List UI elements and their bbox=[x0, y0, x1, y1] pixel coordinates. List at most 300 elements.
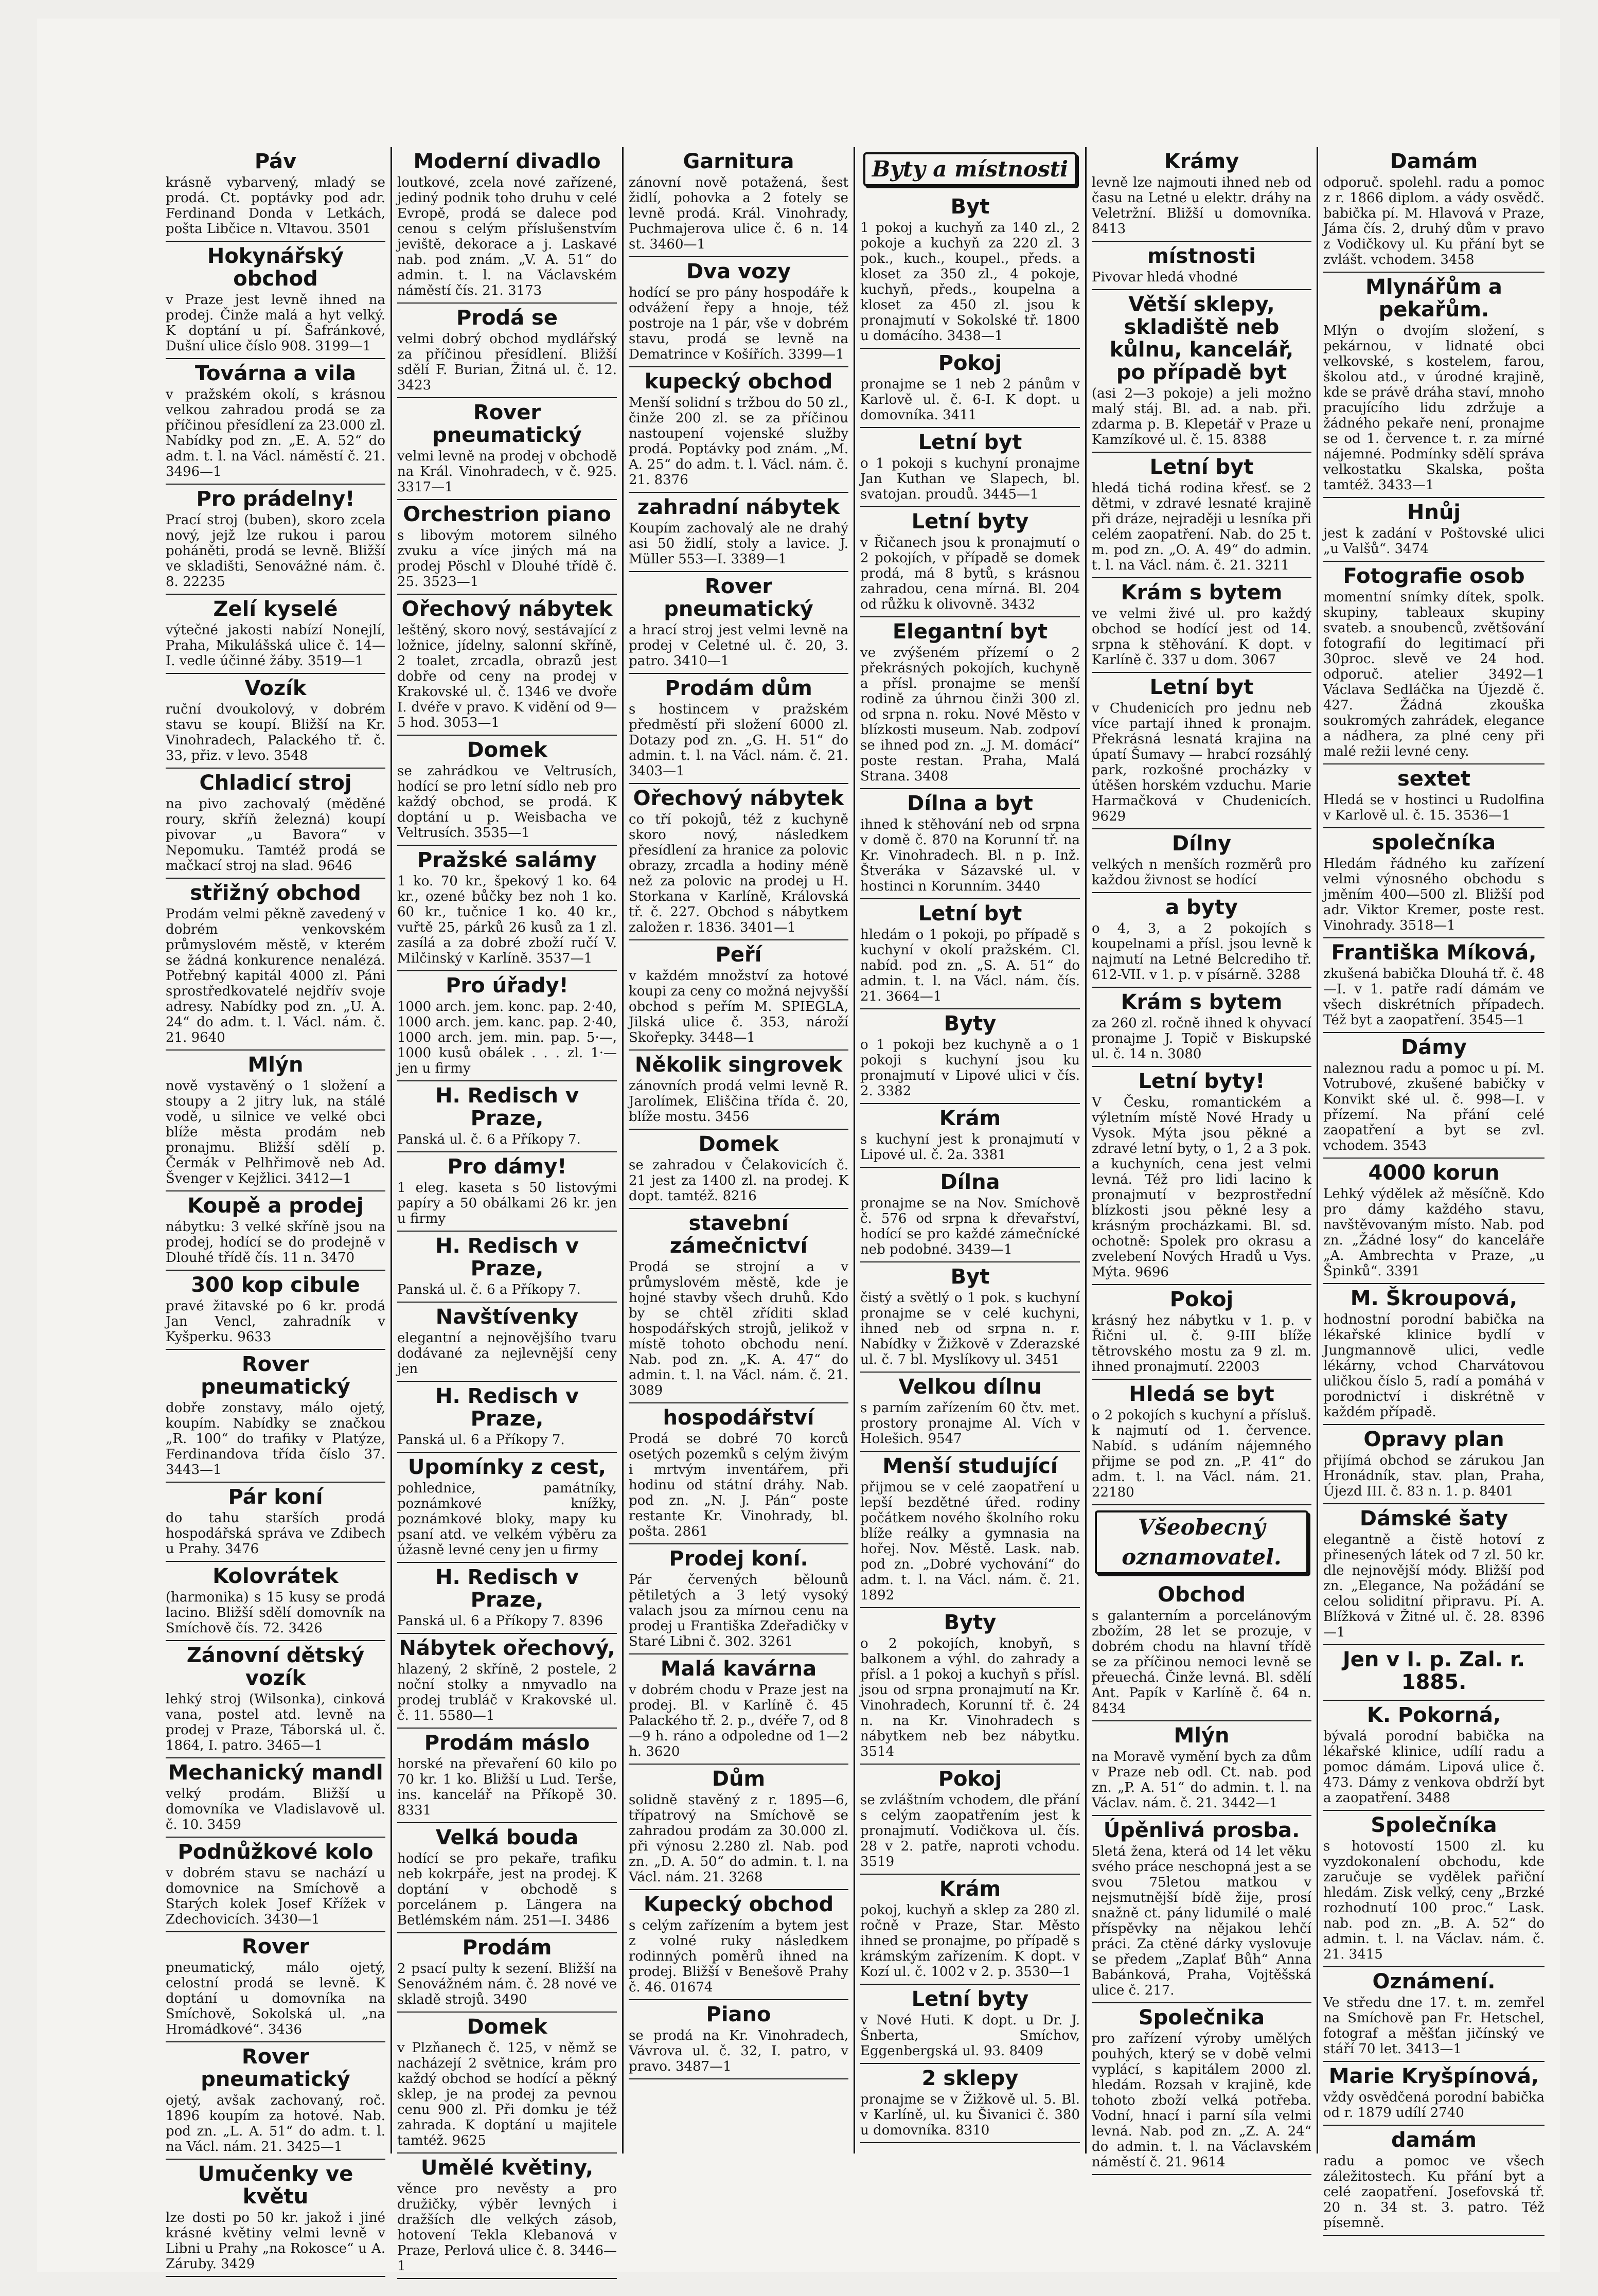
classified-ad bbox=[1323, 1033, 1544, 1159]
ad-heading: Dva vozy bbox=[686, 260, 791, 283]
ad-heading: Obchod bbox=[1158, 1583, 1246, 1607]
classified-ad bbox=[629, 1403, 848, 1544]
ad-column bbox=[161, 147, 392, 2272]
ad-heading: Mechanický mandl bbox=[168, 1761, 383, 1785]
ad-heading: Páv bbox=[254, 150, 297, 173]
classified-ad bbox=[629, 1890, 848, 2000]
ad-heading: Prodám máslo bbox=[424, 1731, 590, 1755]
classified-ad bbox=[860, 1168, 1080, 1262]
classified-ad bbox=[397, 1382, 617, 1453]
ad-body: krásný hez nábytku v 1. p. v Řični ul. č. 9-III blíže tětrovského mostu za 9 zl. m. ihned pronajmutí. 22003 bbox=[1092, 1313, 1311, 1375]
ad-heading: Zelí kyselé bbox=[213, 597, 338, 621]
ad-heading: 300 kop cibule bbox=[191, 1273, 360, 1297]
classified-ad bbox=[166, 242, 385, 359]
ad-heading: Peří bbox=[715, 943, 762, 967]
classified-ad bbox=[1092, 1067, 1311, 1285]
ad-heading: Domek bbox=[698, 1132, 779, 1156]
ad-heading: stavební zámečnictví bbox=[669, 1212, 808, 1258]
ad-body: vždy osvědčená porodní babička od r. 1879 udílí 2740 bbox=[1323, 2090, 1544, 2121]
ad-body: čistý a světlý o 1 pok. s kuchyní pronajme se v celé kuchyni, ihned neb od srpna n. r. Nabídky v Žižkově v Zderazské ul. č. 7 bl. Myslíkovy ul. 3451 bbox=[860, 1290, 1080, 1367]
ad-heading: H. Redisch v Praze, bbox=[435, 1384, 579, 1431]
classified-ad bbox=[1323, 498, 1544, 562]
classified-ad bbox=[1323, 1425, 1544, 1504]
ad-body: Lehký výdělek až měsíčně. Kdo pro dámy každého stavu, navštěvovaným místo. Nab. pod zn. „Žádné losy“ do kanceláře „A. Ambrechta v Praze, „u Špinků“. 3391 bbox=[1323, 1186, 1544, 1279]
ad-body: Prodá se dobré 70 korců osetých pozemků s celým živým i mrtvým inventářem, při hodinu od státní dráhy. Nab. pod zn. „N. J. Pán“ poste restante Kr. Vinohrady, bl. pošta. 2861 bbox=[629, 1431, 848, 1539]
classified-ad bbox=[629, 674, 848, 784]
classified-ad bbox=[397, 1823, 617, 1933]
classified-ad bbox=[397, 1729, 617, 1823]
ad-body: zkušená babička Dlouhá tř. č. 48—I. v 1. patře radí dámám ve všech diskrétních případech. Též byt a zaopatření. 3545—1 bbox=[1323, 966, 1544, 1028]
ad-heading: Úpěnlivá prosba. bbox=[1103, 1819, 1300, 1842]
classified-ad bbox=[629, 1654, 848, 1765]
ad-heading: Krám s bytem bbox=[1121, 581, 1283, 604]
ad-heading: Piano bbox=[706, 2003, 771, 2026]
classified-ad bbox=[166, 879, 385, 1051]
ad-heading: Dílna a byt bbox=[907, 792, 1033, 815]
ad-heading: sextet bbox=[1397, 767, 1471, 791]
classified-ad bbox=[1092, 1285, 1311, 1380]
ad-heading: Elegantní byt bbox=[892, 620, 1048, 644]
classified-ad bbox=[629, 1051, 848, 1130]
classified-ad bbox=[166, 2042, 385, 2160]
classified-ad bbox=[1092, 1380, 1311, 1505]
ad-heading: Rover bbox=[241, 1935, 310, 1959]
classified-ad bbox=[397, 398, 617, 500]
ad-body: v Řičanech jsou k pronajmutí o 2 pokojích, v případě se domek prodá, má 8 bytů, s krásnou zahradou, cena mírná. Bl. 204 od růžku k olivovně. 3432 bbox=[860, 535, 1080, 612]
ad-body: Pár červených bělounů pětiletých a 3 letý vysoký valach jsou za mírnou cenu na prodej u Františka Zdeřadičky v Staré Libni č. 302. 3261 bbox=[629, 1572, 848, 1649]
ad-heading: damám bbox=[1391, 2128, 1477, 2152]
classified-ad bbox=[860, 789, 1080, 899]
ad-body: pronajme se v Žižkově ul. 5. Bl. v Karlíně, ul. ku Šivanici č. 380 u domovníka. 8310 bbox=[860, 2092, 1080, 2138]
ad-heading: Pár koní bbox=[228, 1485, 323, 1509]
ad-heading: Dílny bbox=[1171, 832, 1232, 856]
classified-ad bbox=[166, 1350, 385, 1483]
ad-heading: Rover pneumatický bbox=[432, 401, 582, 447]
classified-ad bbox=[166, 1191, 385, 1271]
ad-heading: Krámy bbox=[1164, 150, 1239, 173]
ad-heading: H. Redisch v Praze, bbox=[435, 1565, 579, 1612]
classified-ad bbox=[1323, 1645, 1544, 1701]
classified-ad bbox=[397, 1453, 617, 1563]
ad-body: nábytku: 3 velké skříně jsou na prodej, hodící se do prodejně v Dlouhé třídě čís. 11 n. 3470 bbox=[166, 1219, 385, 1266]
classified-ad bbox=[1323, 147, 1544, 273]
ad-body: hodnostní porodní babička na lékařské klinice bydlí v Jungmannově ulici, vedle lékárny, vchod Charvátovou uličkou číslo 5, radí a pomáhá v porodnictví i diskrétně v každém případě. bbox=[1323, 1312, 1544, 1420]
classified-ad bbox=[166, 1562, 385, 1641]
classified-ad bbox=[1323, 2062, 1544, 2126]
ad-body: (asi 2—3 pokoje) a jeli možno malý stáj. Bl. ad. a nab. při. zdarma p. B. Klepetář v Praze u Kamzíkové ul. č. 15. 8388 bbox=[1092, 386, 1311, 448]
classified-ad bbox=[397, 971, 617, 1081]
ad-body: V Česku, romantickém a výletním místě Nové Hrady u Vysok. Mýta jsou pěkné a zdravé letní byty, o 1, 2 a 3 pok. a kuchyních, cena jest velmi levná. Též pro lidi lacino k pronajmutí v bezprostřední blízkosti jsou pěkné lesy a krásným procházkami. Bl. sd. ochotně: Spolek pro okrasu a zvelebení Nových Hradů u Vys. Mýta. 9696 bbox=[1092, 1095, 1311, 1280]
classified-ad bbox=[860, 899, 1080, 1009]
ad-heading: Krám bbox=[939, 1877, 1001, 1901]
classified-ad bbox=[397, 500, 617, 595]
ad-body: Panská ul. č. 6 a Příkopy 7. bbox=[397, 1282, 581, 1297]
ad-body: do tahu starších prodá hospodářská správa ve Zdibech u Prahy. 3476 bbox=[166, 1510, 385, 1557]
classified-ad bbox=[860, 1452, 1080, 1608]
ad-body: radu a pomoc ve všech záležitostech. Ku přání byt a celé zaopatření. Josefovská tř. 20 n. 34 st. 3. patro. Též písemně. bbox=[1323, 2153, 1544, 2231]
ad-body: 5letá žena, která od 14 let věku svého práce neschopná jest a se svou 75letou matkou v nejsmutnější bídě žije, prosí snažně ct. pány lidumilé o malé příspěvky na nějakou lehčí práci. Za ctěné dárky vyslovuje se předem „Zaplať Bůh“ Anna Babánková, Praha, Vojtěšská ulice č. 217. bbox=[1092, 1844, 1311, 1998]
ad-body: ve zvýšeném přízemí o 2 překrásných pokojích, kuchyně a přísl. pronajme se menší rodině za úhrnou činži 300 zl. od srpna n. roku. Nové Město v blízkosti museum. Nab. zodpoví se ihned pod zn. „J. M. domácí“ poste restan. Praha, Malá Strana. 3408 bbox=[860, 645, 1080, 784]
classified-ad bbox=[860, 1104, 1080, 1168]
ad-heading: Pro prádelny! bbox=[196, 487, 355, 511]
ad-heading: Letní byty bbox=[911, 510, 1029, 533]
ad-body: Panská ul. č. 6 a Příkopy 7. bbox=[397, 1132, 581, 1147]
classified-ad bbox=[1323, 273, 1544, 498]
ad-body: odporuč. spolehl. radu a pomoc z r. 1866 diplom. a vády osvědč. babička pí. M. Hlavová v Praze, Jáma čís. 2, druhý dům v pravo z Vodičkovy ul. Ku přání byt se zvlášt. vchodem. 3458 bbox=[1323, 175, 1544, 268]
ad-heading: Krám bbox=[939, 1107, 1001, 1130]
classified-ad bbox=[397, 1303, 617, 1382]
classified-ad bbox=[629, 257, 848, 367]
ad-heading: Pokoj bbox=[938, 351, 1002, 375]
classified-ad bbox=[166, 485, 385, 595]
ad-body: velkých n menších rozměrů pro každou živnost se hodící bbox=[1092, 857, 1311, 888]
ad-heading: Byty bbox=[944, 1012, 997, 1036]
ad-body: solidně stavěný z r. 1895—6, třípatrový na Smíchově se zahradou prodám za 30.000 zl. při výnosu 2.280 zl. Nab. pod zn. „D. A. 50“ do admin. t. l. na Václ. nám. 21. 3268 bbox=[629, 1792, 848, 1885]
ad-body: s celým zařízením a bytem jest z volné ruky následkem rodinných poměrů ihned na prodej. Bližší v Benešově Prahy č. 46. 01674 bbox=[629, 1918, 848, 1995]
classified-ad bbox=[1323, 764, 1544, 828]
ad-heading: Byt bbox=[950, 195, 990, 219]
ad-heading: Františka Míková, bbox=[1331, 941, 1537, 965]
ad-heading: Společníka bbox=[1371, 1813, 1497, 1837]
classified-ad bbox=[397, 304, 617, 398]
ad-heading: Pokoj bbox=[938, 1767, 1002, 1791]
classified-ad bbox=[629, 1130, 848, 1209]
ad-heading: Domek bbox=[467, 2015, 547, 2039]
ad-heading: hospodářství bbox=[663, 1406, 814, 1430]
ad-body: Pivovar hledá vhodné bbox=[1092, 270, 1238, 285]
ad-column bbox=[1318, 147, 1550, 2231]
classified-ad bbox=[397, 736, 617, 846]
ad-heading: Mlynářům a pekařům. bbox=[1365, 275, 1502, 322]
ad-body: naleznou radu a pomoc u pí. M. Votrubové, zkušené babičky v Konvikt ské ul. č. 998—I. v přízemí. Na přání celé zaopatření a byt se zvl. vchodem. 3543 bbox=[1323, 1061, 1544, 1153]
classified-ad bbox=[166, 1483, 385, 1562]
ad-body: dobře zonstavy, málo ojetý, koupím. Nabídky se značkou „R. 100“ do trafiky v Platýze, Ferdinandova třída číslo 37. 3443—1 bbox=[166, 1400, 385, 1478]
ad-body: pronajme se 1 neb 2 pánům v Karlově ul. č. 6-I. K dopt. u domovníka. 3411 bbox=[860, 377, 1080, 423]
classified-ad bbox=[860, 428, 1080, 507]
ad-body: co tří pokojů, též z kuchyně skoro nový, následkem přesídlení za hranice za polovic obrazy, zrcadla a hodiny méně než za polovic na prodej u H. Storkana v Karlíně, Královská tř. č. 227. Obchod s nábytkem založen r. 1836. 3401—1 bbox=[629, 812, 848, 935]
classified-ad bbox=[860, 617, 1080, 789]
classified-ad bbox=[1092, 673, 1311, 829]
classified-ad bbox=[1092, 988, 1311, 1067]
ad-body: přijmou se v celé zaopatření u lepší bezdětné úřed. rodiny počátkem nového školního roku blíže reálky a gymnasia na hořej. Nov. Městě. Lask. nab. pod zn. „Dobré vychování“ do adm. t. l. na Václ. nám. č. 21. 1892 bbox=[860, 1480, 1080, 1603]
ad-heading: společníka bbox=[1372, 831, 1496, 855]
ad-body: ojetý, avšak zachovaný, roč. 1896 koupím za hotové. Nab. pod zn. „L. A. 51“ do adm. t. l. na Václ. nám. 21. 3425—1 bbox=[166, 2093, 385, 2155]
ad-heading: Ořechový nábytek bbox=[401, 597, 613, 621]
ad-body: v každém množství za hotové koupi za ceny co možná nejvyšší obchod s peřím M. SPIEGLA, Jilská ulice č. 353, nároží Skořepky. 3448—1 bbox=[629, 968, 848, 1045]
classified-ad bbox=[629, 1765, 848, 1890]
classified-ad bbox=[860, 1262, 1080, 1373]
ad-heading: Fotografie osob bbox=[1343, 564, 1525, 588]
classified-ad bbox=[1092, 453, 1311, 578]
classified-ad bbox=[166, 1758, 385, 1838]
ad-heading: místnosti bbox=[1147, 244, 1256, 268]
ad-heading: Domek bbox=[467, 738, 547, 762]
classified-ad bbox=[629, 940, 848, 1051]
classified-ad bbox=[397, 595, 617, 736]
ad-heading: Prodej koní. bbox=[669, 1547, 808, 1571]
classified-ad bbox=[397, 1563, 617, 1634]
classified-ad bbox=[1323, 2126, 1544, 2236]
ad-heading: Prodám bbox=[462, 1936, 552, 1960]
classified-ad bbox=[397, 1933, 617, 2013]
ad-body: s parním zařízením 60 čtv. met. prostory pronajme Al. Vích v Holešich. 9547 bbox=[860, 1400, 1080, 1447]
ad-body: Menší solidní s tržbou do 50 zl., činže 200 zl. se za příčinou nastoupení vojenské služby prodá. Poptávky pod znám. „M. A. 25“ do adm. t. l. Václ. nám. č. 21. 8376 bbox=[629, 395, 848, 488]
classified-ad bbox=[166, 1641, 385, 1758]
newspaper-sheet bbox=[37, 19, 1560, 2272]
ad-body: v dobrém stavu se nachází u domovnice na Smíchově a Starých kolek Josef Křížek v Zdechovicích. 3430—1 bbox=[166, 1865, 385, 1927]
ad-body: o 1 pokoji s kuchyní pronajme Jan Kuthan ve Slapech, bl. svatojan. proudů. 3445—1 bbox=[860, 456, 1080, 502]
ad-body: se zahradou v Čelakovicích č. 21 jest za 1400 zl. na prodej. K dopt. tamtéž. 8216 bbox=[629, 1158, 848, 1204]
ad-heading: Chladicí stroj bbox=[199, 771, 352, 795]
classified-ads-page bbox=[161, 147, 1550, 2274]
classified-ad bbox=[166, 1051, 385, 1191]
ad-heading: Zánovní dětský vozík bbox=[186, 1644, 365, 1690]
classified-ad bbox=[1323, 1504, 1544, 1645]
classified-ad bbox=[1092, 147, 1311, 242]
classified-ad bbox=[860, 1985, 1080, 2064]
ad-heading: Prodá se bbox=[456, 306, 558, 330]
classified-ad bbox=[166, 1932, 385, 2042]
ad-heading: Hokynářský obchod bbox=[207, 244, 344, 291]
ad-heading: H. Redisch v Praze, bbox=[435, 1084, 579, 1130]
ad-heading: Podnůžkové kolo bbox=[177, 1840, 374, 1864]
ad-body: Mlýn o dvojím složení, s pekárnou, v lidnaté obci velkovské, s kostelem, farou, školou atd., v úrodné krajině, kde se právě dráha staví, mnoho pracujícího lidu zdržuje a žádného pekaře není, pronajme se od 1. července t. r. za mírné nájemné. Podmínky sdělí správa velkostatku Skalska, pošta tamtéž. 3433—1 bbox=[1323, 323, 1544, 493]
classified-ad bbox=[1092, 578, 1311, 673]
ad-heading: Byt bbox=[950, 1265, 990, 1289]
ad-body: hlazený, 2 skříně, 2 postele, 2 noční stolky a nmyvadlo na prodej trubláč v Krakovské ul. č. 11. 5580—1 bbox=[397, 1662, 617, 1723]
ad-body: levně lze najmouti ihned neb od času na Letné u elektr. dráhy na Veletržní. Bližší u domovníka. 8413 bbox=[1092, 175, 1311, 237]
ad-body: velmi dobrý obchod mydlářský za příčinou přesídlení. Bližší sdělí F. Burian, Žitná ul. č. 12. 3423 bbox=[397, 331, 617, 393]
ad-heading: Malá kavárna bbox=[660, 1657, 817, 1681]
ad-heading: 2 sklepy bbox=[921, 2067, 1019, 2090]
classified-ad bbox=[397, 1152, 617, 1232]
classified-ad bbox=[629, 1544, 848, 1654]
ad-body: nově vystavěný o 1 složení a stoupy a 2 jitry luk, na stálé vodě, u silnice ve velké obci blíže města prodám neb pronajmu. Bližší sdělí p. Čermák v Pelhřimově neb Ad. Švenger v Kejžlici. 3412—1 bbox=[166, 1078, 385, 1186]
classified-ad bbox=[860, 349, 1080, 428]
ad-heading: Nábytek ořechový, bbox=[399, 1636, 615, 1660]
ad-body: o 2 pokojích s kuchyní a přísluš. k najmutí od 1. července. Nabíd. s udáním nájemného přijme se pod zn. „P. 41“ do adm. t. l. na Václ. nám. 21. 22180 bbox=[1092, 1408, 1311, 1500]
ad-body: lze dosti po 50 kr. jakož i jiné krásné květiny velmi levně v Libni u Prahy „na Rokosce“ u A. Záruby. 3429 bbox=[166, 2210, 385, 2272]
ad-body: leštěný, skoro nový, sestávající z ložnice, jídelny, salonní skříně, 2 toalet, zrcadla, obrazů jest dobře od ceny na prodej v Krakovské ul. č. 1346 ve dvoře I. dvéře v pravo. K vidění od 9—5 hod. 3053—1 bbox=[397, 622, 617, 731]
classified-ad bbox=[1092, 1816, 1311, 2003]
ad-body: výtečné jakosti nabízí Nonejlí, Praha, Mikulášská ulice č. 14—I. vedle účinné žáby. 3519—1 bbox=[166, 622, 385, 669]
classified-ad bbox=[397, 2153, 617, 2279]
ad-body: momentní snímky dítek, spolk. skupiny, tableaux skupiny svateb. a snoubenců, zvětšování fotografií do legitimací při 30proc. slevě ve 24 hod. odporuč. atelier 3492—1 Václava Sedláčka na Újezdě č. 427. Žádná zkouška soukromých zahrádek, elegance a nádhera, za plné ceny při malé režii levné ceny. bbox=[1323, 590, 1544, 759]
ad-body: Prodá se strojní a v průmyslovém městě, kde je hojné stavby všech druhů. Kdo by se chtěl zříditi sklad hospodářských strojů, jelikož v místě tohoto obchodu není. Nab. pod zn. „K. A. 47“ do admin. t. l. na Václ. nám. č. 21. 3089 bbox=[629, 1259, 848, 1398]
ad-body: s hostincem v pražském předměstí při složení 6000 zl. Dotazy pod zn. „G. H. 51“ do admin. t. l. na Václ. nám. č. 21. 3403—1 bbox=[629, 702, 848, 779]
ad-heading: Rover pneumatický bbox=[201, 1352, 350, 1399]
ad-body: a hrací stroj jest velmi levně na prodej v Celetné ul. č. 20, 3. patro. 3410—1 bbox=[629, 622, 848, 669]
classified-ad bbox=[860, 1009, 1080, 1104]
classified-ad bbox=[629, 784, 848, 940]
ad-body: v Nové Huti. K dopt. u Dr. J. Šnberta, Smíchov, Eggenbergská ul. 93. 8409 bbox=[860, 2013, 1080, 2059]
ad-heading: Ořechový nábytek bbox=[633, 787, 844, 810]
ad-heading: Damám bbox=[1390, 150, 1478, 173]
ad-heading: Pro dámy! bbox=[447, 1155, 567, 1179]
ad-heading: Navštívenky bbox=[435, 1305, 579, 1329]
ad-heading: Hledá se byt bbox=[1129, 1382, 1274, 1406]
classified-ad bbox=[629, 367, 848, 493]
ad-body: Prací stroj (buben), skoro zcela nový, jejž lze rukou i parou poháněti, prodá se levně. Bližší ve skladišti, Senovážné nám. č. 8. 22235 bbox=[166, 512, 385, 590]
ad-body: Hledám řádného ku zařízení velmi výnosného obchodu s jměním 400—500 zl. Bližší pod adr. Viktor Kremer, poste rest. Vinohrady. 3518—1 bbox=[1323, 856, 1544, 933]
classified-ad bbox=[860, 1608, 1080, 1765]
ad-heading: kupecký obchod bbox=[644, 370, 833, 394]
ad-body: pronajme se na Nov. Smíchově č. 576 od srpna k dřevařství, hodící se pro každé zámečnícké neb podobné. 3439—1 bbox=[860, 1196, 1080, 1257]
ad-body: s kuchyní jest k pronajmutí v Lipové ul. č. 2a. 3381 bbox=[860, 1132, 1080, 1163]
ad-body: pneumatický, málo ojetý, celostní prodá se levně. K doptání u domovníka na Smíchově, Sokolská ul. „na Hromádkové“. 3436 bbox=[166, 1960, 385, 2037]
classified-ad bbox=[860, 507, 1080, 617]
ad-body: lehký stroj (Wilsonka), cinková vana, postel atd. levně na prodej v Praze, Táborská ul. č. 1864, I. patro. 3465—1 bbox=[166, 1692, 385, 1753]
classified-ad bbox=[629, 2000, 848, 2079]
classified-ad bbox=[860, 1373, 1080, 1452]
ad-heading: Moderní divadlo bbox=[413, 150, 601, 173]
classified-ad bbox=[166, 359, 385, 485]
ad-body: loutkové, zcela nové zařízené, jediný podnik toho druhu v celé Evropě, prodá se dalece pod cenou s celým příslušenstvím jeviště, dekorace a j. Laskavé nab. pod znám. „V. A. 51“ do admin. t. l. na Václavském náměstí čís. 21. 3173 bbox=[397, 175, 617, 298]
ad-body: ihned k stěhování neb od srpna v domě č. 870 na Korunní tř. na Kr. Vinohradech. Bl. n p. Inž. Štveráka v Sázavské ul. v hostinci n Korunním. 3440 bbox=[860, 817, 1080, 894]
ad-heading: Letní byty! bbox=[1138, 1070, 1265, 1093]
classified-ad bbox=[166, 595, 385, 674]
ad-heading: Marie Kryšpínová, bbox=[1328, 2064, 1539, 2088]
classified-ad bbox=[166, 769, 385, 879]
ad-column bbox=[392, 147, 624, 2274]
ad-heading: Rover pneumatický bbox=[201, 2045, 350, 2091]
ad-heading: H. Redisch v Praze, bbox=[435, 1234, 579, 1280]
ad-heading: Jen v I. p. Zal. r. 1885. bbox=[1342, 1648, 1525, 1694]
ad-body: v Praze jest levně ihned na prodej. Činže malá a hyt velký. K doptání u pí. Šafránkové, Dušní ulice číslo 908. 3199—1 bbox=[166, 292, 385, 354]
ad-heading: Garnitura bbox=[683, 150, 794, 173]
classified-ad bbox=[629, 1209, 848, 1403]
ad-heading: zahradní nábytek bbox=[637, 495, 840, 519]
ad-body: Prodám velmi pěkně zavedený v dobrém venkovském průmyslovém městě, v kterém se žádná konkurence nenalézá. Potřebný kapitál 4000 zl. Páni sprostředkovatelé nejdřív svoje adresy. Nabídky pod zn. „U. A. 24“ do adm. t. l. Václ. nám. č. 21. 9640 bbox=[166, 906, 385, 1045]
ad-body: o 1 pokoji bez kuchyně a o 1 pokoji s kuchyní jsou ku pronajmutí v Lipové ulici v čís. 2. 3382 bbox=[860, 1037, 1080, 1099]
classified-ad bbox=[1323, 562, 1544, 764]
ad-body: hledám o 1 pokoji, po případě s kuchyní v okolí pražském. Cl. nabíd. pod zn. „S. A. 51“ do admin. t. l. na Václ. nám. čís. 21. 3664—1 bbox=[860, 927, 1080, 1004]
classified-ad bbox=[1323, 1967, 1544, 2062]
classified-ad bbox=[629, 493, 848, 572]
classified-ad bbox=[1092, 893, 1311, 988]
ad-heading: Prodám dům bbox=[665, 677, 812, 700]
ad-heading: Rover pneumatický bbox=[664, 575, 813, 621]
ad-body: v pražském okolí, s krásnou velkou zahradou prodá se za příčinou přesídlení za 23.000 zl. Nabídky pod zn. „E. A. 52“ do adm. t. l. na Václ. náměstí č. 21. 3496—1 bbox=[166, 387, 385, 479]
ad-body: jest k zadání v Poštovské ulici „u Valšů“. 3474 bbox=[1323, 526, 1544, 557]
ad-heading: střižný obchod bbox=[190, 881, 361, 905]
ad-body: (harmonika) s 15 kusy se prodá lacino. Bližší sdělí domovník na Smíchově čís. 72. 3426 bbox=[166, 1590, 385, 1636]
ad-body: horské na převaření 60 kilo po 70 kr. 1 ko. Bližší u Lud. Terše, ins. kancelář na Příkopě 30. 8331 bbox=[397, 1756, 617, 1818]
ad-body: Ve středu dne 17. t. m. zemřel na Smíchově pan Fr. Hetschel, fotograf a měšťan jičínský ve stáří 70 let. 3413—1 bbox=[1323, 1995, 1544, 2057]
ad-body: s galanterním a porcelánovým zbožím, 28 let se prozuje, v dobrém chodu na hlavní třídě se za příčinou nemoci levně se přeuechá. Činže levná. Bl. sdělí Ant. Papík v Karlíně č. 64 n. 8434 bbox=[1092, 1608, 1311, 1716]
ad-body: velmi levně na prodej v obchodě na Král. Vinohradech, v č. 925. 3317—1 bbox=[397, 449, 617, 495]
ad-body: přijímá obchod se zárukou Jan Hronádník, stav. plan, Praha, Újezd III. č. 83 n. 1. p. 8401 bbox=[1323, 1453, 1544, 1499]
ad-heading: Dámské šaty bbox=[1359, 1507, 1508, 1530]
ad-body: o 2 pokojích, knobyň, s balkonem a výhl. do zahrady a přísl. a 1 pokoj a kuchyň s přísl. jsou od srpna pronajmutí na Kr. Vinohradech, Korunní tř. č. 24 n. na Kr. Vinohradech s nábytkem neb bez nábytku. 3514 bbox=[860, 1636, 1080, 1759]
classified-ad bbox=[1323, 828, 1544, 938]
classified-ad bbox=[1092, 290, 1311, 453]
ad-heading: Společnika bbox=[1138, 2006, 1265, 2030]
ad-heading: Dílna bbox=[940, 1170, 1000, 1194]
ad-column bbox=[1087, 147, 1318, 2170]
classified-ad bbox=[1092, 2003, 1311, 2175]
ad-heading: Umělé květiny, bbox=[420, 2156, 594, 2180]
ad-body: zánovní nově potažená, šest židlí, pohovka a 2 fotely se levně prodá. Král. Vinohrady, Puchmajerova ulice č. 6 n. 14 st. 3460—1 bbox=[629, 175, 848, 252]
classified-ad bbox=[1323, 1701, 1544, 1811]
ad-heading: Orchestrion piano bbox=[403, 503, 611, 526]
ad-heading: Mlýn bbox=[247, 1053, 304, 1077]
classified-ad bbox=[1092, 242, 1311, 290]
ad-body: na pivo zachovalý (měděné roury, skříň železná) koupí pivovar „u Bavora“ v Nepomuku. Tamtéž prodá se mačkací stroj na slad. 9646 bbox=[166, 796, 385, 874]
ad-body: hledá tichá rodina křesť. se 2 dětmi, v zdravé lesnaté krajině při dráze, nejraději u lesníka při celém zaopatření. Nab. do 25 t. m. pod zn. „O. A. 49“ do admin. t. l. na Václ. nám. č. 21. 3211 bbox=[1092, 480, 1311, 573]
ad-heading: Několik singrovek bbox=[634, 1053, 843, 1077]
classified-ad bbox=[166, 147, 385, 242]
classified-ad bbox=[1092, 1721, 1311, 1816]
classified-ad bbox=[860, 192, 1080, 349]
ad-heading: Pokoj bbox=[1169, 1288, 1234, 1311]
ad-body: pro zařízení výroby umělých pouhých, který se v době velmi vyplácí, s kapitálem 2000 zl. hledám. Rozsah v krajině, kde tohoto zboží velká potřeba. Vodní, hnací i parní síla velmi levná. Nab. pod zn. „Z. A. 24“ do admin. t. l. na Václavském náměstí č. 21. 9614 bbox=[1092, 2031, 1311, 2170]
classified-ad bbox=[166, 1271, 385, 1350]
classified-ad bbox=[860, 2064, 1080, 2143]
ad-body: ruční dvoukolový, v dobrém stavu se koupí. Bližší na Kr. Vinohradech, Palackého tř. č. 33, přiz. v levo. 3548 bbox=[166, 702, 385, 763]
ad-body: v dobrém chodu v Praze jest na prodej. Bl. v Karlíně č. 45 Palackého tř. 2. p., dvéře 7, od 8—9 h. ráno a odpoledne od 1—2 h. 3620 bbox=[629, 1682, 848, 1759]
ad-heading: Pro úřady! bbox=[446, 974, 569, 998]
ad-body: se zvláštním vchodem, dle přání s celým zaopatřením jest k pronajmutí. Vodičkova ul. čís. 28 v 2. patře, naproti vchodu. 3519 bbox=[860, 1792, 1080, 1870]
section-heading: Byty a místnosti bbox=[863, 152, 1077, 186]
ad-heading: K. Pokorná, bbox=[1366, 1703, 1501, 1727]
ad-body: na Moravě vymění bych za dům v Praze neb odl. Ct. nab. pod zn. „P. A. 51“ do admin. t. l. na Václav. nám. č. 21. 3442—1 bbox=[1092, 1749, 1311, 1811]
classified-ad bbox=[1092, 1580, 1311, 1721]
ad-body: zánovních prodá velmi levně R. Jarolímek, Eliščina třída č. 20, blíže mostu. 3456 bbox=[629, 1078, 848, 1125]
classified-ad bbox=[629, 572, 848, 674]
classified-ad bbox=[397, 1232, 617, 1303]
classified-ad bbox=[1323, 1811, 1544, 1967]
ad-heading: Umučenky ve květu bbox=[198, 2162, 353, 2209]
ad-heading: Letní byty bbox=[911, 1987, 1029, 2011]
ad-heading: Dámy bbox=[1401, 1036, 1467, 1059]
classified-ad bbox=[166, 674, 385, 769]
ad-body: 1 ko. 70 kr., špekový 1 ko. 64 kr., ozené bůčky bez noh 1 ko. 60 kr., tučnice 1 ko. 40 kr., vuřtě 25, párků 26 kusů za 1 zl. zasílá a za dobré zboží ručí V. Milčinský v Karlíně. 3537—1 bbox=[397, 874, 617, 966]
ad-body: s hotovostí 1500 zl. ku vyzdokonalení obchodu, kde zaručuje se vydělek pařiční hledám. Zisk velký, ceny „Brzké rozhodnutí 100 proc.“ Lask. nab. pod zn. „B. A. 52“ do admin. t. l. na Václav. nám. č. 21. 3415 bbox=[1323, 1839, 1544, 1962]
ad-body: hodící se pro pány hospodáře k odvážení řepy a hnoje, též postroje na 1 pár, vše v dobrém stavu, prodá se levně na Dematrince v Košířích. 3399—1 bbox=[629, 285, 848, 362]
ad-body: Panská ul. 6 a Příkopy 7. 8396 bbox=[397, 1613, 603, 1629]
ad-body: pokoj, kuchyň a sklep za 280 zl. ročně v Praze, Star. Město ihned se pronajme, po případě s krámským zařízením. K dopt. v Kozí ul. č. 1002 v 2. p. 3530—1 bbox=[860, 1902, 1080, 1980]
ad-body: Panská ul. 6 a Příkopy 7. bbox=[397, 1432, 565, 1448]
ad-heading: Kupecký obchod bbox=[643, 1893, 834, 1916]
ad-heading: Letní byt bbox=[1149, 455, 1254, 479]
classified-ad bbox=[860, 1765, 1080, 1875]
classified-ad bbox=[1092, 829, 1311, 893]
classified-ad bbox=[397, 147, 617, 304]
ad-heading: Továrna a vila bbox=[194, 362, 357, 385]
ad-heading: Velká bouda bbox=[435, 1826, 579, 1849]
ad-heading: Hnůj bbox=[1407, 501, 1461, 524]
classified-ad bbox=[1323, 1159, 1544, 1284]
ad-body: s libovým motorem silného zvuku a více jiných má na prodej Pöschl v Dlouhé třídě č. 25. 3523—1 bbox=[397, 528, 617, 590]
ad-body: v Plzňanech č. 125, v němž se nacházejí 2 světnice, krám pro každý obchod se hodící a pěkný sklep, je na prodej za pevnou cenu 900 zl. Při domku je též zahrada. K doptání u majitele tamtéž. 9625 bbox=[397, 2040, 617, 2148]
classified-ad bbox=[860, 1875, 1080, 1985]
ad-body: ve velmi živé ul. pro každý obchod se hodící jest od 14. srpna k stěhování. K dopt. v Karlíně č. 337 u dom. 3067 bbox=[1092, 606, 1311, 668]
ad-heading: a byty bbox=[1165, 896, 1238, 919]
ad-heading: Dům bbox=[712, 1767, 766, 1791]
ad-body: 1000 arch. jem. konc. pap. 2·40, 1000 arch. jem. kanc. pap. 2·40, 1000 arch. jem. min. pap. 5·—, 1000 kusů obálek . . . zl. 1·— jen u firmy bbox=[397, 999, 617, 1076]
ad-body: o 4, 3, a 2 pokojích s koupelnami a přísl. jsou levně k najmutí na Letné Belcrediho tř. 612-VII. v 1. p. v písárně. 3288 bbox=[1092, 921, 1311, 983]
ad-heading: Pražské salámy bbox=[417, 848, 597, 872]
ad-body: Koupím zachovalý ale ne drahý asi 50 židlí, stoly a lavice. J. Müller 553—I. 3389—1 bbox=[629, 521, 848, 567]
ad-body: 2 psací pulty k sezení. Bližší na Senovážném nám. č. 28 nové ve skladě strojů. 3490 bbox=[397, 1961, 617, 2007]
classified-ad bbox=[397, 1634, 617, 1729]
ad-heading: 4000 korun bbox=[1368, 1161, 1500, 1185]
ad-heading: Vozík bbox=[244, 677, 307, 700]
ad-heading: M. Škroupová, bbox=[1350, 1287, 1518, 1310]
classified-ad bbox=[397, 2013, 617, 2153]
ad-body: Hledá se v hostinci u Rudolfina v Karlově ul. č. 15. 3536—1 bbox=[1323, 792, 1544, 823]
